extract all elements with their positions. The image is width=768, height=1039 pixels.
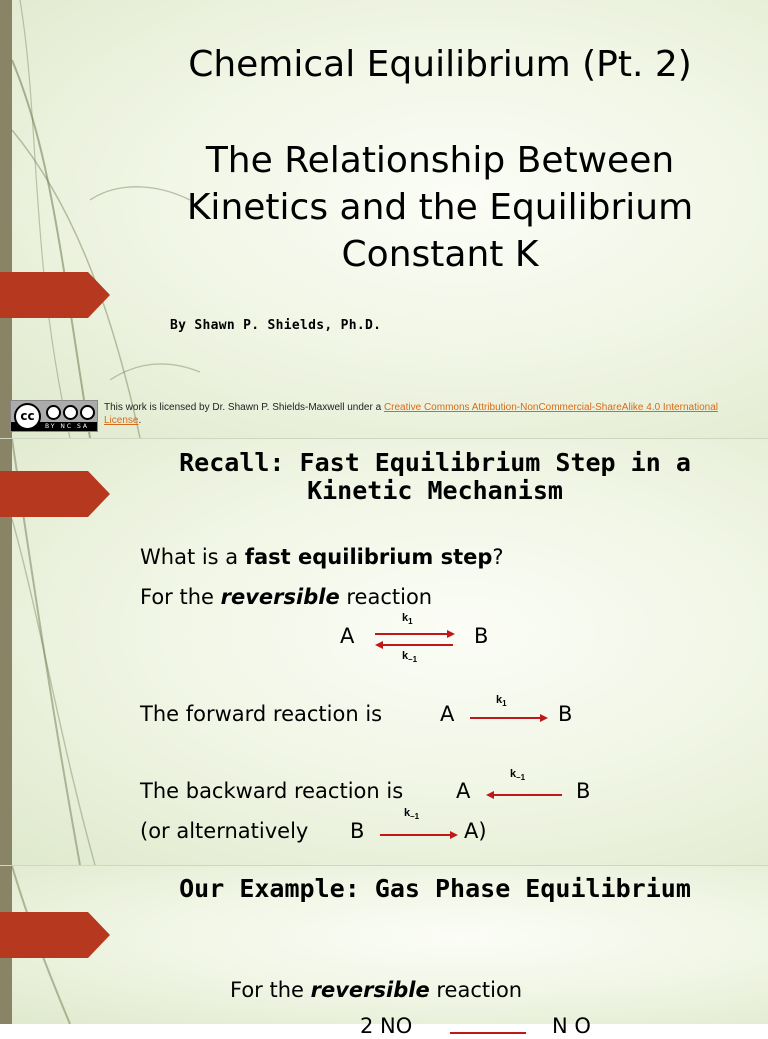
slide-heading: Our Example: Gas Phase Equilibrium bbox=[179, 874, 691, 903]
backward-a: A bbox=[456, 779, 471, 803]
example-slide bbox=[0, 866, 768, 1038]
alternative-b: B bbox=[350, 819, 365, 843]
license-end: . bbox=[138, 415, 142, 426]
backward-arrow bbox=[486, 786, 564, 805]
forward-k-label: $k_1$ bbox=[496, 694, 507, 709]
species-b: B bbox=[474, 624, 489, 648]
cc-icon: cc bbox=[14, 403, 41, 430]
title-slide bbox=[0, 0, 768, 438]
reversible-pre: For the bbox=[230, 978, 311, 1002]
cc-badge-label: BY NC SA bbox=[45, 423, 89, 430]
author-line: By Shawn P. Shields, Ph.D. bbox=[170, 318, 382, 333]
slide-subtitle: The Relationship Between Kinetics and the Equilibrium Constant K bbox=[186, 140, 694, 275]
recall-slide bbox=[0, 439, 768, 865]
question-bold: fast equilibrium step bbox=[244, 545, 493, 569]
slide-title: Chemical Equilibrium (Pt. 2) bbox=[188, 44, 692, 85]
reversible-line bbox=[230, 978, 522, 1002]
backward-k-label: $k_{-1}$ bbox=[510, 768, 526, 783]
question-pre: What is a bbox=[140, 545, 245, 569]
license-link[interactable]: Creative Commons Attribution-NonCommercial-ShareAlike 4.0 International License bbox=[104, 402, 718, 426]
noncommercial-icon bbox=[63, 405, 78, 420]
reversible-em: reversible bbox=[310, 978, 430, 1002]
backward-b: B bbox=[576, 779, 591, 803]
alternative-close: A) bbox=[464, 819, 487, 843]
k1-label: $k_1$ bbox=[402, 612, 413, 627]
reversible-line bbox=[140, 585, 432, 609]
product-partial: N O bbox=[552, 1014, 591, 1038]
question-line bbox=[140, 545, 504, 569]
license-notice bbox=[104, 401, 744, 427]
accent-tab bbox=[0, 471, 110, 517]
forward-arrow bbox=[470, 709, 548, 728]
reversible-post: reaction bbox=[429, 978, 523, 1002]
backward-text: The backward reaction is bbox=[140, 779, 404, 803]
forward-text: The forward reaction is bbox=[140, 702, 383, 726]
sharealike-icon bbox=[80, 405, 95, 420]
cc-license-badge[interactable] bbox=[10, 400, 98, 432]
alternative-k-label: $k_{-1}$ bbox=[404, 807, 420, 822]
forward-a: A bbox=[440, 702, 455, 726]
k-minus1-label: $k_{-1}$ bbox=[402, 650, 418, 665]
reversible-post: reaction bbox=[339, 585, 433, 609]
forward-b: B bbox=[558, 702, 573, 726]
species-a: A bbox=[340, 624, 355, 648]
accent-tab bbox=[0, 912, 110, 958]
alternative-arrow bbox=[380, 826, 458, 845]
reaction-arrow-partial bbox=[450, 1020, 528, 1039]
reversible-pre: For the bbox=[140, 585, 221, 609]
reversible-em: reversible bbox=[220, 585, 340, 609]
reactant-partial: 2 NO bbox=[360, 1014, 413, 1038]
attribution-icon bbox=[46, 405, 61, 420]
question-post: ? bbox=[492, 545, 504, 569]
alternative-open: (or alternatively bbox=[140, 819, 309, 843]
accent-tab bbox=[0, 272, 110, 318]
license-text: This work is licensed by Dr. Shawn P. Shields-Maxwell under a bbox=[104, 402, 384, 413]
slide-heading: Recall: Fast Equilibrium Step in a Kinetic Mechanism bbox=[179, 448, 691, 505]
